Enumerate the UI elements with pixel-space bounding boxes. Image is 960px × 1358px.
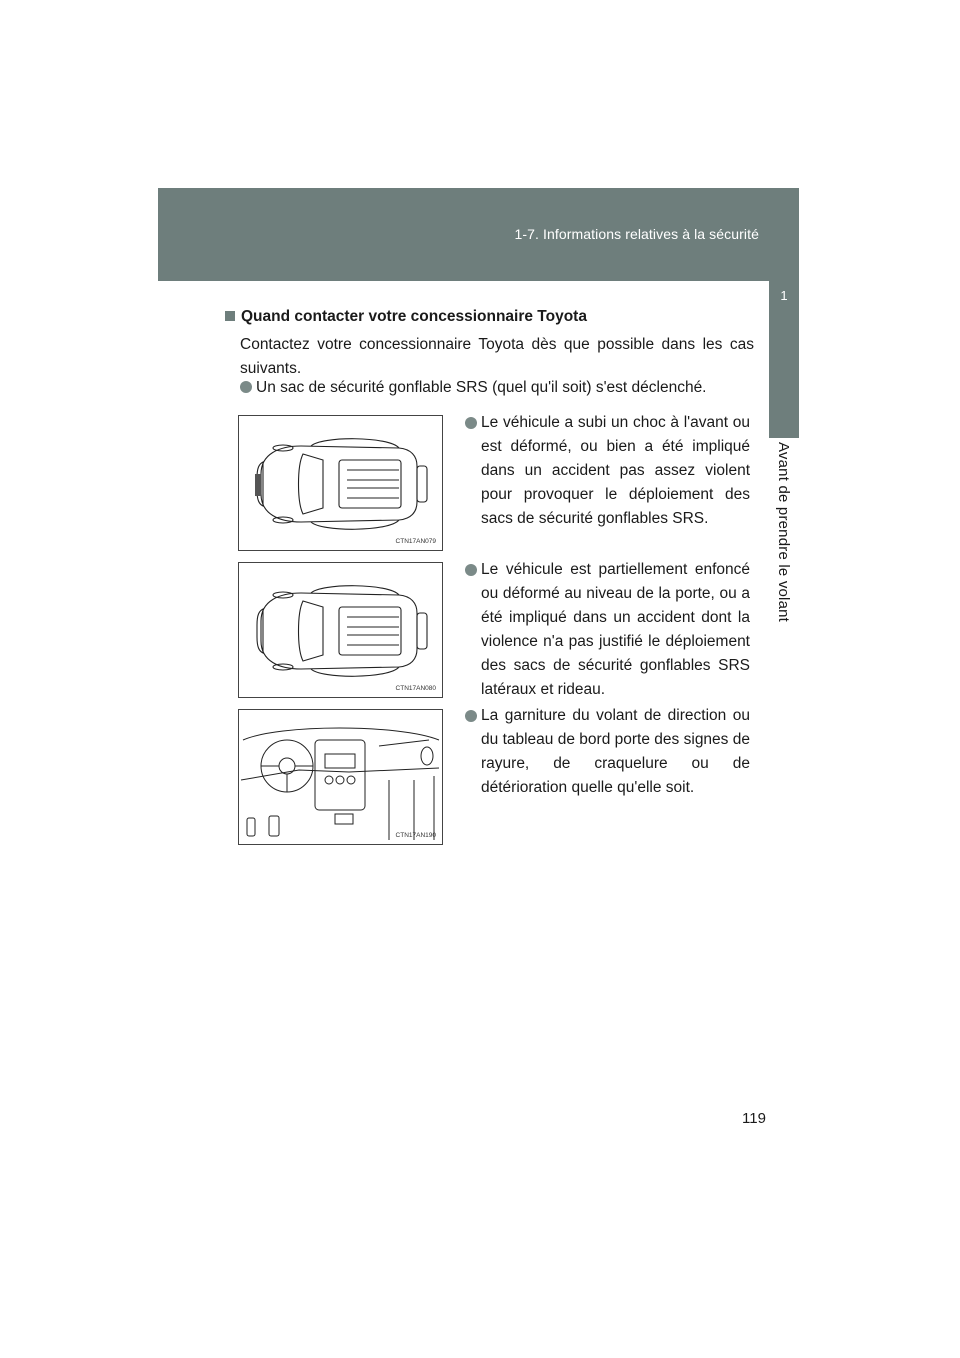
- bullet-text: Le véhicule a subi un choc à l'avant ou est déformé, ou bien a été impliqué dans un accident pas assez violent pour provoquer le déploiement des sacs de sécurité gonflables SRS.: [481, 414, 750, 527]
- page-number: 119: [742, 1110, 766, 1127]
- bullet-icon: [465, 564, 477, 576]
- bullet-item: [466, 411, 750, 531]
- header-band: [158, 188, 799, 281]
- chapter-tab: [769, 188, 799, 438]
- car-top-view-side-damage-icon: [239, 563, 444, 699]
- section-title: 1-7. Informations relatives à la sécurité: [514, 226, 759, 242]
- figure-car-front: [238, 415, 443, 551]
- dashboard-interior-icon: [239, 710, 444, 846]
- figure-dashboard: [238, 709, 443, 845]
- figure-code: CTN17AN080: [395, 685, 436, 692]
- heading-text: Quand contacter votre concessionnaire Toyota: [241, 308, 587, 325]
- figure-car-side: [238, 562, 443, 698]
- chapter-number: 1: [780, 288, 788, 303]
- bullet-text: Le véhicule est partiellement enfoncé ou déformé au niveau de la porte, ou a été impliqué dans un accident dont la violence n'a pas justifié le déploiement des sacs de sécurité gonflables SRS latéraux et rideau.: [481, 561, 750, 698]
- chapter-label: Avant de prendre le volant: [775, 442, 792, 623]
- bullet-icon: [465, 417, 477, 429]
- bullet-icon: [240, 381, 252, 393]
- section-heading: [225, 308, 587, 326]
- heading-square-icon: [225, 311, 235, 321]
- bullet-item: [466, 558, 750, 702]
- intro-paragraph: Contactez votre concessionnaire Toyota dès que possible dans les cas suivants.: [240, 336, 754, 377]
- car-top-view-front-damage-icon: [239, 416, 444, 552]
- bullet-item: [466, 704, 750, 800]
- bullet-item: [240, 376, 760, 400]
- bullet-icon: [465, 710, 477, 722]
- figure-code: CTN17AN079: [395, 538, 436, 545]
- bullet-text: Un sac de sécurité gonflable SRS (quel qu'il soit) s'est déclenché.: [256, 379, 707, 396]
- bullet-text: La garniture du volant de direction ou du tableau de bord porte des signes de rayure, de craquelure ou de détérioration quelle qu'elle soit.: [481, 707, 750, 796]
- figure-code: CTN17AN190: [395, 832, 436, 839]
